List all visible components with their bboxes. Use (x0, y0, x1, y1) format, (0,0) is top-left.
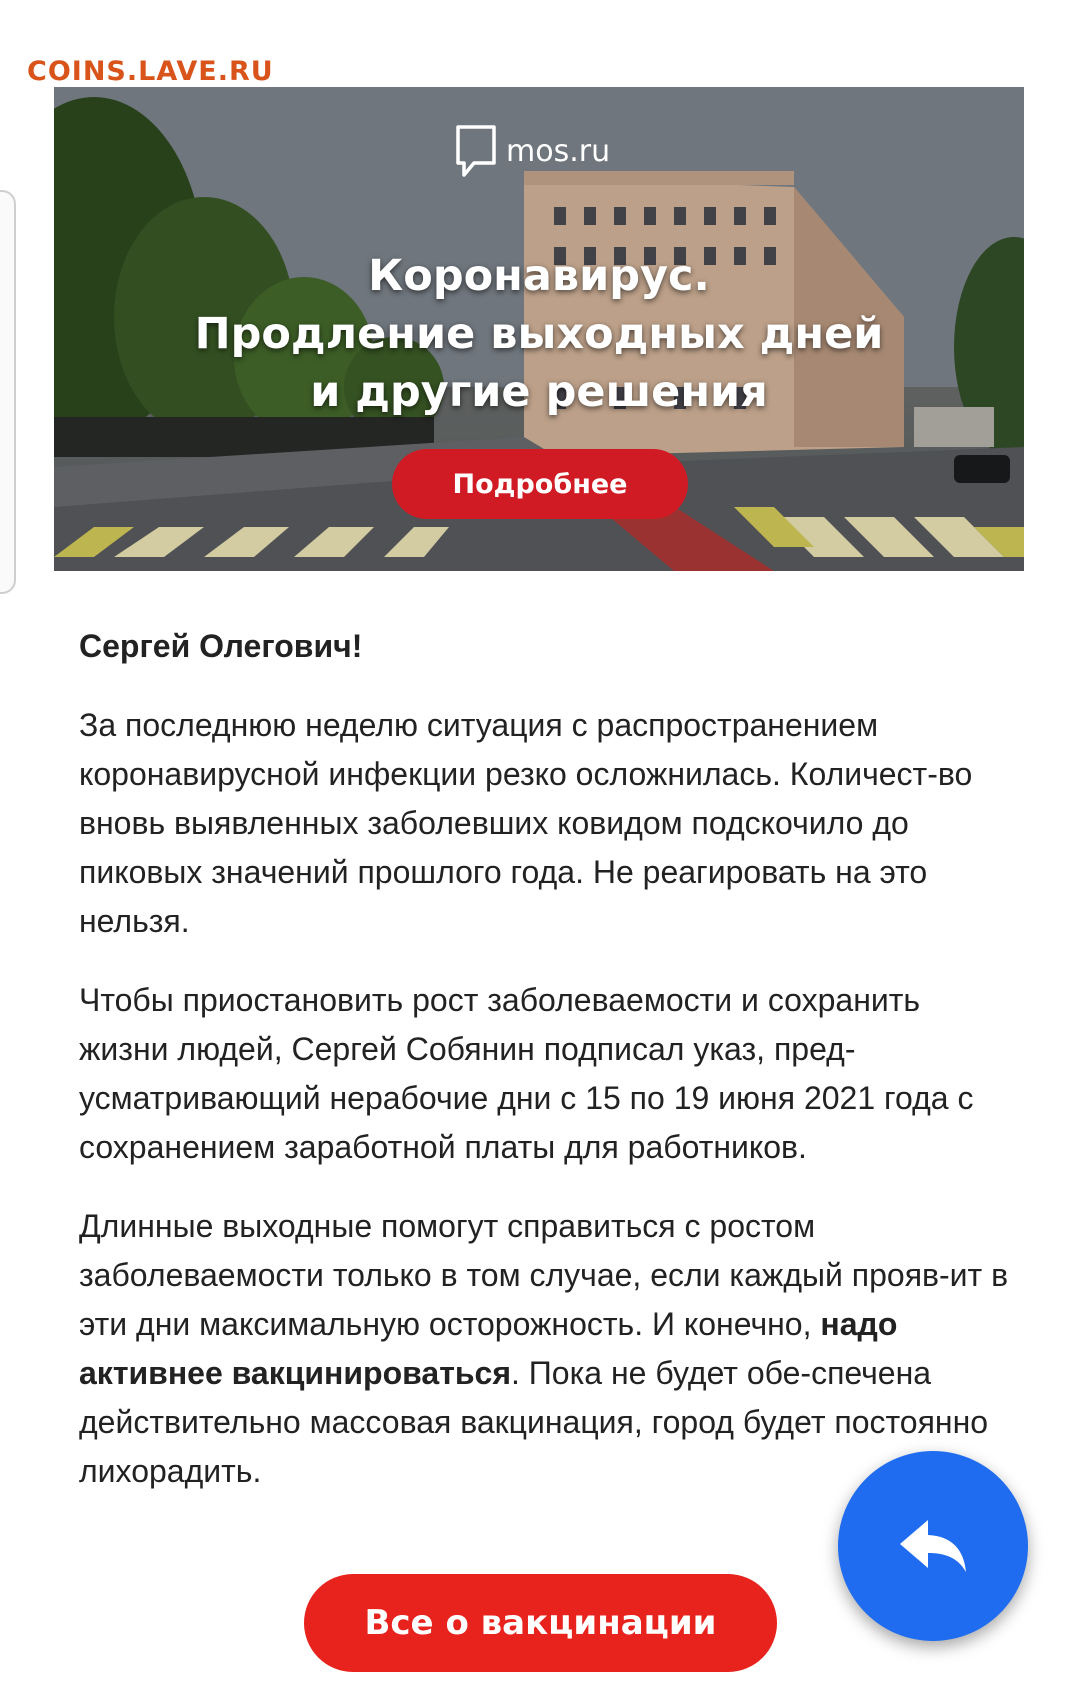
paragraph-3 (79, 1202, 1009, 1496)
watermark: COINS.LAVE.RU (27, 56, 274, 87)
paragraph-1: За последнюю неделю ситуация с распространением коронавирусной инфекции резко осложнилась. Количест-во вновь выявленных заболевших ковидом подскочило до пиковых значений прошлого года. Не реагировать на это нельзя. (79, 707, 973, 939)
mos-ru-logo (454, 123, 610, 179)
paragraph-3-start: Длинные выходные помогут справиться с ростом заболеваемости только в том случае, если каждый прояв-ит в эти дни максимальную осторожность. И конечно, (79, 1208, 1009, 1342)
vaccination-emphasis: надо активнее вакцинироваться (79, 1306, 898, 1391)
greeting: Сергей Олегович! (79, 628, 363, 664)
letter-body (79, 622, 1009, 1526)
logo-text: mos.ru (506, 133, 611, 169)
more-details-button[interactable]: Подробнее (392, 449, 688, 519)
promo-banner[interactable] (54, 87, 1024, 571)
all-about-vaccination-button[interactable]: Все о вакцинации (304, 1574, 777, 1672)
paragraph-2: Чтобы приостановить рост заболеваемости и сохранить жизни людей, Сергей Собянин подписал указ, пред-усматривающий нерабочие дни с 15 по 19 июня 2021 года с сохранением заработной платы для работников. (79, 982, 974, 1165)
reply-button[interactable] (838, 1451, 1028, 1641)
speech-bubble-icon (454, 123, 498, 179)
edge-panel-handle[interactable] (0, 190, 16, 594)
banner-headline (54, 247, 1024, 421)
paragraph-3-end: . Пока не будет обе-спечена действительно массовая вакцинация, город будет постоянно лихорадить. (79, 1355, 989, 1489)
headline-line-2: Продление выходных дней (194, 309, 884, 359)
headline-line-3: и другие решения (310, 367, 768, 417)
headline-line-1: Коронавирус. (368, 251, 710, 301)
reply-icon (898, 1516, 968, 1576)
